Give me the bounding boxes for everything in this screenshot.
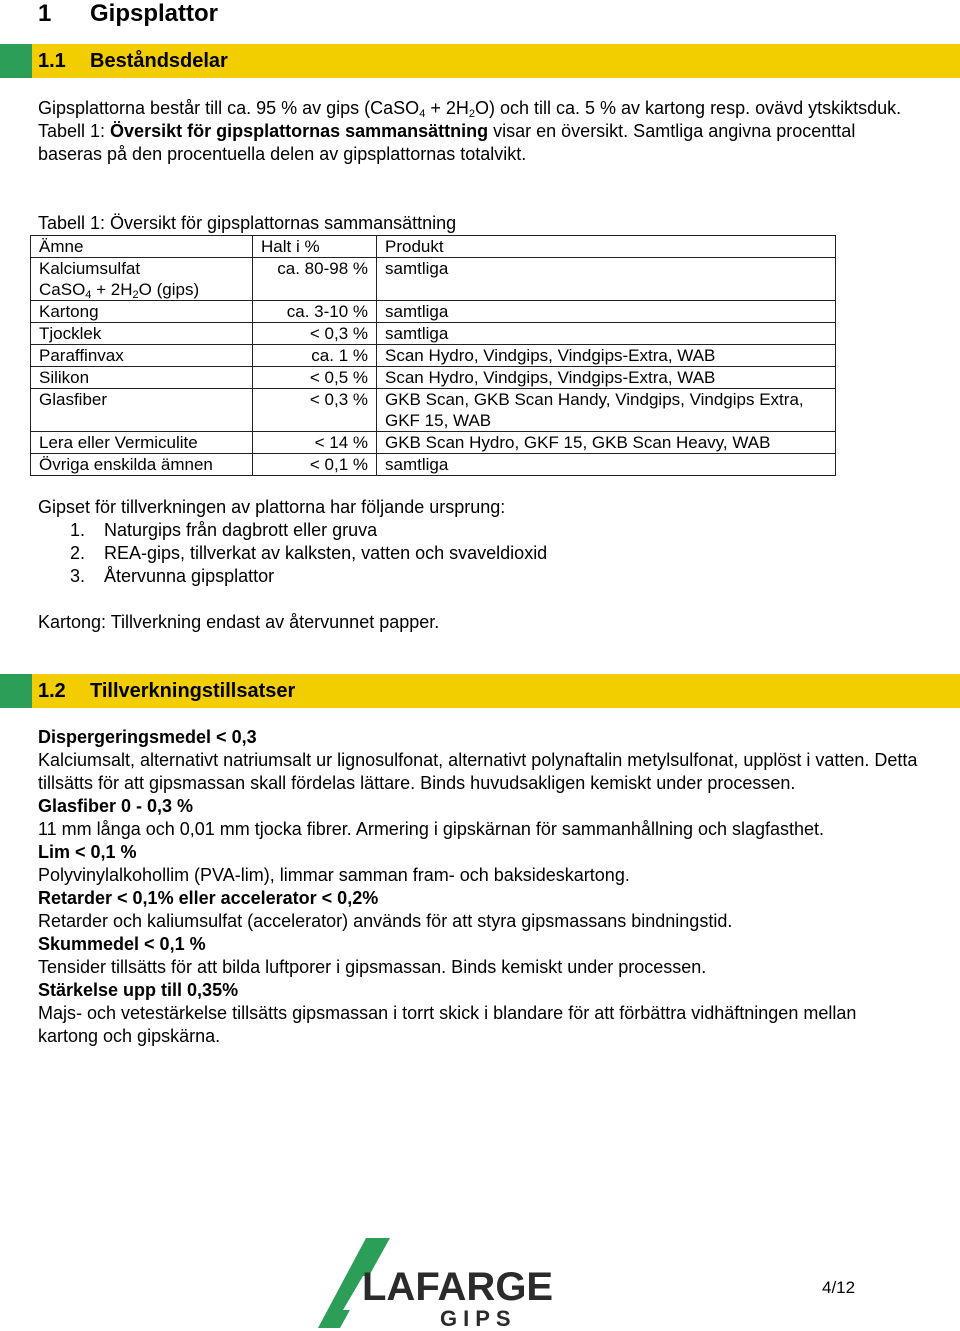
table-cell: Övriga enskilda ämnen — [31, 454, 253, 476]
section-title: Beståndsdelar — [90, 50, 228, 72]
table-cell: Paraffinvax — [31, 345, 253, 367]
header-cell: Produkt — [377, 236, 836, 258]
section-accent-bar — [0, 44, 32, 78]
table-cell: < 0,5 % — [253, 367, 377, 389]
table-row — [31, 323, 836, 345]
additive-heading: Skummedel < 0,1 % — [38, 934, 206, 954]
logo-brand-text: LAFARGE — [362, 1265, 554, 1309]
additive-block — [38, 726, 918, 795]
section-number: 1.2 — [38, 680, 66, 702]
table-cell: ca. 3-10 % — [253, 301, 377, 323]
additive-block — [38, 887, 918, 933]
table-cell: Glasfiber — [31, 389, 253, 432]
table-cell: < 14 % — [253, 432, 377, 454]
document-heading — [38, 0, 218, 28]
section-title: Tillverkningstillsatser — [90, 680, 296, 702]
table-cell: < 0,3 % — [253, 323, 377, 345]
additive-text: 11 mm långa och 0,01 mm tjocka fibrer. Armering i gipskärnan för sammanhållning och slagfasthet. — [38, 819, 825, 839]
table-row — [31, 432, 836, 454]
table-row — [31, 301, 836, 323]
table-cell: Silikon — [31, 367, 253, 389]
additive-text: Tensider tillsätts för att bilda luftporer i gipsmassan. Binds kemiskt under processen. — [38, 957, 707, 977]
table-row — [31, 454, 836, 476]
table-cell: GKB Scan Hydro, GKF 15, GKB Scan Heavy, WAB — [377, 432, 836, 454]
section-number: 1.1 — [38, 50, 66, 72]
table-cell: < 0,1 % — [253, 454, 377, 476]
origin-intro: Gipset för tillverkningen av plattorna har följande ursprung: — [38, 497, 506, 517]
intro-paragraph: Gipsplattorna består till ca. 95 % av gips (CaSO$_4$ + $2H_2O$) och till ca. 5 % av kartong resp. ovävd ytskiktsduk. Tabell 1: Översikt för gipsplattornas sammansättning visar en översikt. Samtliga angivna procenttal baseras på den procentuella delen av gipsplattornas totalvikt. — [38, 98, 902, 164]
section-header-1-2 — [0, 674, 960, 708]
table-cell: samtliga — [377, 258, 836, 301]
additive-heading: Retarder < 0,1% eller accelerator < 0,2% — [38, 888, 379, 908]
heading-number: 1 — [38, 0, 52, 27]
chemical-formula: CaSO$_4$ + $2H_2O$ (gips) — [39, 280, 200, 301]
table-cell: ca. 1 % — [253, 345, 377, 367]
table-cell: Lera eller Vermiculite — [31, 432, 253, 454]
section-accent-bar — [0, 674, 32, 708]
table-header-row — [31, 236, 836, 258]
table-cell: Tjocklek — [31, 323, 253, 345]
table-reference: Översikt för gipsplattornas sammansättning — [110, 121, 489, 141]
list-item: 3. Återvunna gipsplattor — [70, 566, 275, 586]
additive-heading: Lim < 0,1 % — [38, 842, 137, 862]
additive-heading: Stärkelse upp till 0,35% — [38, 980, 239, 1000]
list-item: 2. REA-gips, tillverkat av kalksten, vatten och svaveldioxid — [70, 543, 548, 563]
table-row — [31, 258, 836, 301]
table-cell: samtliga — [377, 323, 836, 345]
additive-text: Polyvinylalkohollim (PVA-lim), limmar samman fram- och baksideskartong. — [38, 865, 630, 885]
section-header-1-1 — [0, 44, 960, 78]
table-row — [31, 367, 836, 389]
header-cell: Ämne — [31, 236, 253, 258]
additive-block — [38, 795, 918, 841]
table-cell: GKB Scan, GKB Scan Handy, Vindgips, Vindgips Extra, GKF 15, WAB — [377, 389, 836, 432]
additive-block — [38, 979, 918, 1048]
table-cell: samtliga — [377, 301, 836, 323]
additive-block — [38, 841, 918, 887]
table-cell: Kalciumsulfat CaSO$_4$ + $2H_2O$ (gips) — [31, 258, 253, 301]
table-caption: Tabell 1: Översikt för gipsplattornas sammansättning — [38, 213, 457, 233]
page-number: 4/12 — [822, 1278, 856, 1297]
heading-title: Gipsplattor — [90, 0, 219, 27]
lafarge-gips-logo — [318, 1238, 588, 1328]
additives-list — [38, 726, 918, 1048]
additive-text: Retarder och kaliumsulfat (accelerator) används för att styra gipsmassans bindningstid. — [38, 911, 733, 931]
additive-block — [38, 933, 918, 979]
additive-heading: Dispergeringsmedel < 0,3 — [38, 727, 257, 747]
table-cell: < 0,3 % — [253, 389, 377, 432]
list-item: 1. Naturgips från dagbrott eller gruva — [70, 520, 378, 540]
additive-text: Majs- och vetestärkelse tillsätts gipsmassan i torrt skick i blandare för att förbättra vidhäftningen mellan kartong och gipskärna. — [38, 1003, 857, 1046]
logo-sub-text: GIPS — [440, 1306, 517, 1328]
table-row — [31, 345, 836, 367]
additive-text: Kalciumsalt, alternativt natriumsalt ur lignosulfonat, alternativt polynaftalin metylsulfonat, upplöst i vatten. Detta tillsätts för att gipsmassan skall fördelas lättare. Binds huvudsakligen kemiskt under processen. — [38, 750, 918, 793]
additive-heading: Glasfiber 0 - 0,3 % — [38, 796, 194, 816]
origin-list — [70, 519, 547, 588]
table-cell: Kartong — [31, 301, 253, 323]
table-cell: samtliga — [377, 454, 836, 476]
table-cell: Scan Hydro, Vindgips, Vindgips-Extra, WAB — [377, 345, 836, 367]
composition-table — [30, 235, 836, 476]
table-cell: ca. 80-98 % — [253, 258, 377, 301]
kartong-note: Kartong: Tillverkning endast av återvunnet papper. — [38, 612, 440, 632]
header-cell: Halt i % — [253, 236, 377, 258]
table-cell: Scan Hydro, Vindgips, Vindgips-Extra, WAB — [377, 367, 836, 389]
table-row — [31, 389, 836, 432]
